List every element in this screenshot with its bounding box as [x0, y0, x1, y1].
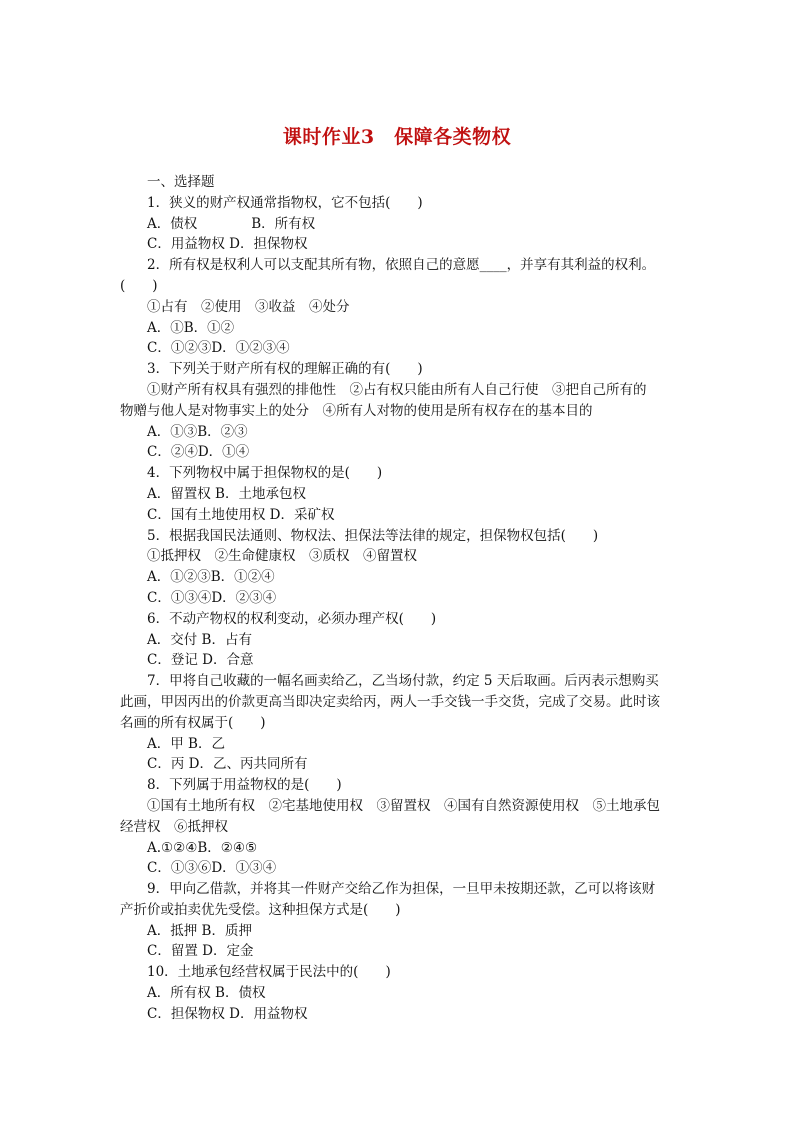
question-list [120, 172, 680, 1025]
statement-list: ①财产所有权具有强烈的排他性 ②占有权只能由所有人自己行使 ③把自己所有的 [147, 381, 647, 398]
question-stem: 9．甲向乙借款，并将其一件财产交给乙作为担保，一旦甲未按期还款，乙可以将该财 [147, 881, 656, 898]
answer-options: A．交付 B．占有 [147, 631, 252, 648]
statement-list-continued: 经营权 ⑥抵押权 [120, 818, 228, 835]
answer-options: C．国有土地使用权 D．采矿权 [147, 506, 335, 523]
question-stem-continued: ( ) [120, 277, 158, 294]
answer-options: C．①③⑥D．①③④ [147, 860, 277, 877]
question-stem-continued: 产折价或拍卖优先受偿。这种担保方式是( ) [120, 901, 401, 918]
statement-list: ①国有土地所有权 ②宅基地使用权 ③留置权 ④国有自然资源使用权 ⑤土地承包 [147, 797, 660, 814]
answer-options: C．用益物权 D．担保物权 [147, 236, 308, 253]
page-title: 课时作业3 保障各类物权 [282, 126, 512, 148]
answer-options: A．抵押 B．质押 [147, 922, 252, 939]
statement-list: ①抵押权 ②生命健康权 ③质权 ④留置权 [147, 548, 417, 565]
answer-options: A．留置权 B．土地承包权 [147, 485, 306, 502]
statement-list-continued: 物赠与他人是对物事实上的处分 ④所有人对物的使用是所有权存在的基本目的 [120, 402, 593, 419]
question-stem: 10．土地承包经营权属于民法中的( ) [147, 964, 391, 981]
question-stem: 3．下列关于财产所有权的理解正确的有( ) [147, 361, 423, 378]
question-stem-continued: 名画的所有权属于( ) [120, 714, 266, 731]
section-heading: 一、选择题 [147, 174, 215, 190]
answer-options: A．①③B．②③ [147, 423, 248, 440]
answer-options: C．②④D．①④ [147, 444, 250, 461]
answer-options: C．丙 D．乙、丙共同所有 [147, 756, 308, 773]
answer-options: A．甲 B．乙 [147, 735, 225, 752]
question-stem: 7．甲将自己收藏的一幅名画卖给乙，乙当场付款，约定 5 天后取画。后丙表示想购买 [147, 673, 659, 690]
answer-options: C．留置 D．定金 [147, 943, 254, 960]
answer-options: C．登记 D．合意 [147, 652, 254, 669]
answer-options: A．债权 B．所有权 [147, 215, 316, 232]
answer-options: A．①②③B．①②④ [147, 569, 275, 586]
answer-options: A．所有权 B．债权 [147, 985, 266, 1002]
question-stem-continued: 此画，甲因丙出的价款更高当即决定卖给丙，两人一手交钱一手交货，完成了交易。此时该 [120, 693, 660, 710]
question-stem: 1．狭义的财产权通常指物权，它不包括( ) [147, 194, 423, 211]
answer-options: C．①②③D．①②③④ [147, 340, 290, 357]
answer-options: C．①③④D．②③④ [147, 589, 277, 606]
question-stem: 2．所有权是权利人可以支配其所有物，依照自己的意愿____，并享有其利益的权利。 [147, 257, 656, 274]
question-stem: 5．根据我国民法通则、物权法、担保法等法律的规定，担保物权包括( ) [147, 527, 599, 544]
question-stem: 8．下列属于用益物权的是( ) [147, 777, 342, 794]
answer-options: C．担保物权 D．用益物权 [147, 1005, 308, 1022]
answer-options: ①占有 ②使用 ③收益 ④处分 [147, 298, 350, 315]
question-stem: 4．下列物权中属于担保物权的是( ) [147, 465, 383, 482]
question-stem: 6．不动产物权的权利变动，必须办理产权( ) [147, 610, 437, 627]
answer-options: A.①②④B．②④⑤ [147, 839, 258, 856]
answer-options: A．①B．①② [147, 319, 235, 336]
